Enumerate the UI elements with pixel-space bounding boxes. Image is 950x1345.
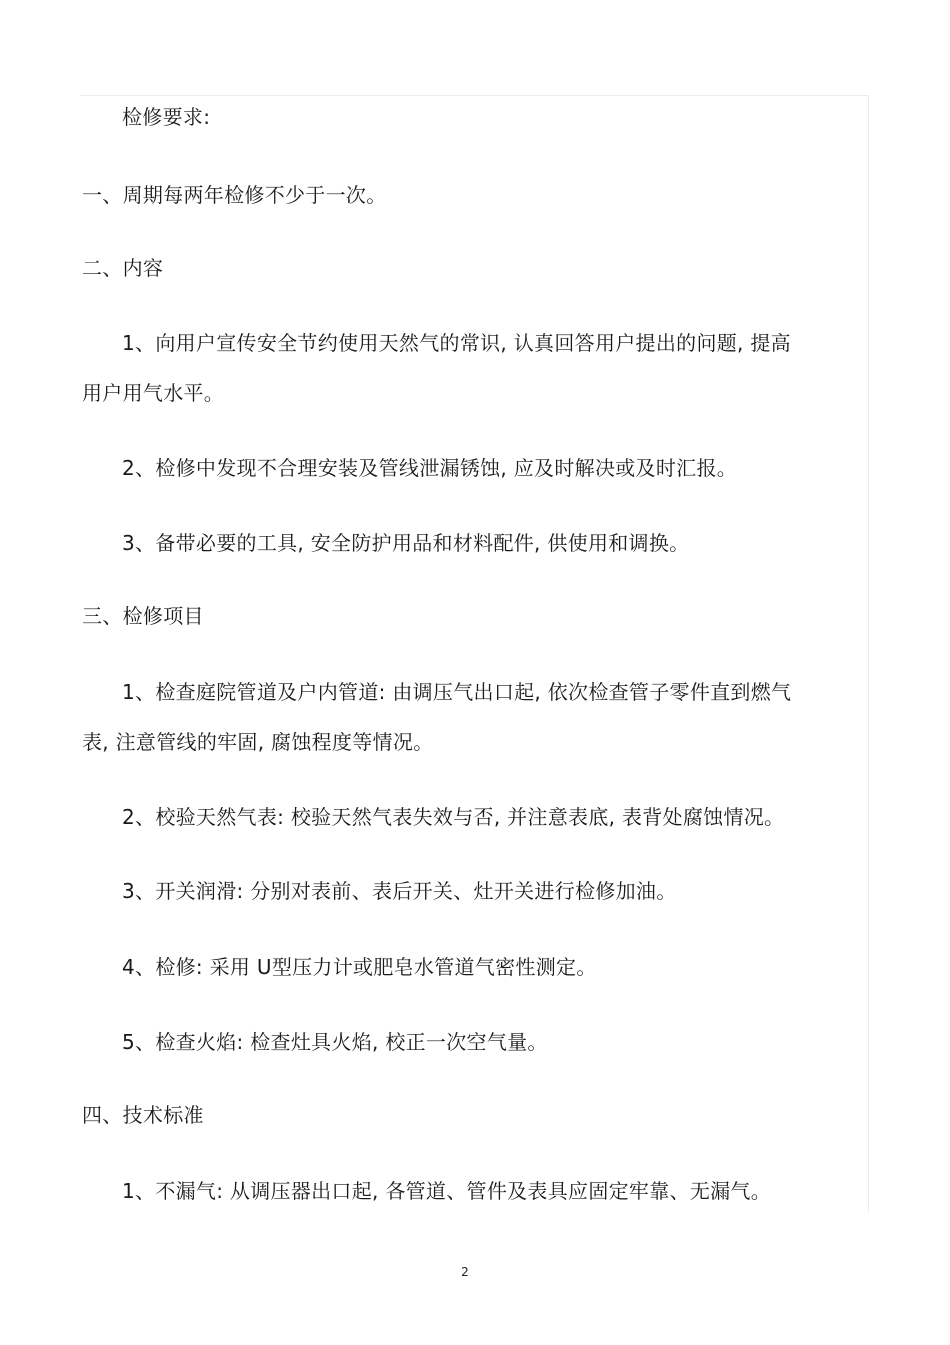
document-heading: 检修要求: xyxy=(122,105,211,129)
page-number: 2 xyxy=(461,1265,469,1279)
content-item-1-line-2: 用户用气水平。 xyxy=(82,381,225,405)
inspection-item-3: 3、开关润滑: 分别对表前、表后开关、灶开关进行检修加油。 xyxy=(122,879,677,903)
content-item-1-line-1: 1、向用户宣传安全节约使用天然气的常识, 认真回答用户提出的问题, 提高 xyxy=(122,331,791,355)
section-heading-cycle: 一、周期每两年检修不少于一次。 xyxy=(82,183,387,207)
section-heading-standards: 四、技术标准 xyxy=(82,1103,204,1127)
content-item-3: 3、备带必要的工具, 安全防护用品和材料配件, 供使用和调换。 xyxy=(122,531,690,555)
standard-item-1: 1、不漏气: 从调压器出口起, 各管道、管件及表具应固定牢靠、无漏气。 xyxy=(122,1179,772,1203)
inspection-item-2: 2、校验天然气表: 校验天然气表失效与否, 并注意表底, 表背处腐蚀情况。 xyxy=(122,805,785,829)
inspection-item-4: 4、检修: 采用 U型压力计或肥皂水管道气密性测定。 xyxy=(122,955,597,979)
section-heading-inspection: 三、检修项目 xyxy=(82,604,204,628)
inspection-item-1-line-1: 1、检查庭院管道及户内管道: 由调压气出口起, 依次检查管子零件直到燃气 xyxy=(122,680,792,704)
section-heading-content: 二、内容 xyxy=(82,256,164,280)
content-item-2: 2、检修中发现不合理安装及管线泄漏锈蚀, 应及时解决或及时汇报。 xyxy=(122,456,738,480)
inspection-item-5: 5、检查火焰: 检查灶具火焰, 校正一次空气量。 xyxy=(122,1030,548,1054)
inspection-item-1-line-2: 表, 注意管线的牢固, 腐蚀程度等情况。 xyxy=(82,730,434,754)
